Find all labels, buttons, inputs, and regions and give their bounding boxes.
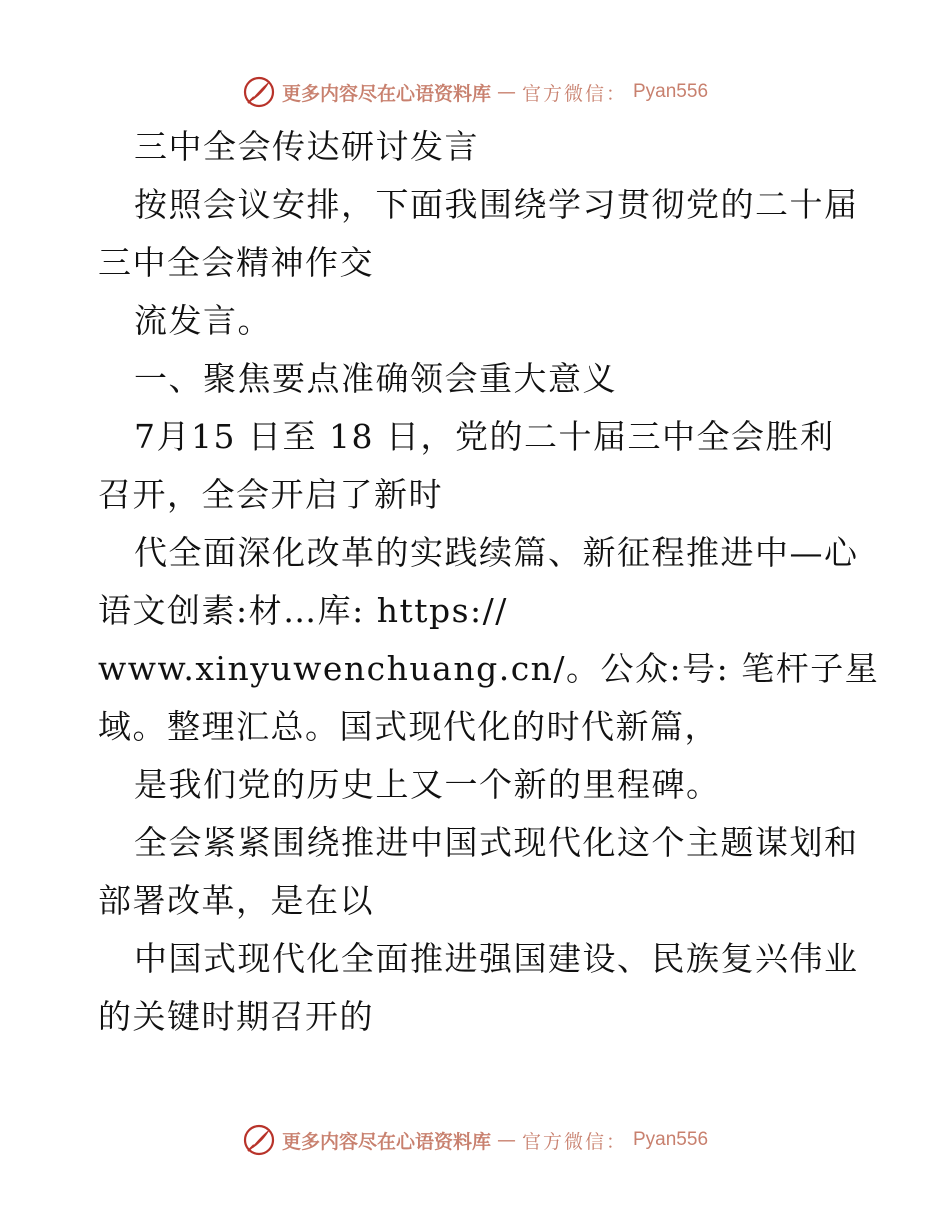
watermark-wechat-id: Pyan556 — [633, 81, 709, 102]
header-watermark — [0, 72, 950, 112]
paragraph-line: 7月15 日至 18 日，党的二十届三中全会胜利 — [134, 417, 835, 456]
paragraph-line: 代全面深化改革的实践续篇、新征程推进中—心 — [134, 533, 859, 572]
paragraph-line: 三中全会精神作交 — [98, 243, 374, 282]
paragraph-line: 召开，全会开启了新时 — [98, 475, 443, 514]
paragraph-line: 部署改革，是在以 — [98, 881, 374, 920]
paragraph-line: 按照会议安排，下面我围绕学习贯彻党的二十届 — [134, 185, 859, 224]
section-heading: 一、聚焦要点准确领会重大意义 — [134, 359, 617, 398]
watermark-official-label: 官方微信： — [521, 1130, 627, 1153]
document-title: 三中全会传达研讨发言 — [134, 127, 479, 166]
paragraph-line-url: www.xinyuwenchuang.cn/。公众:号: 笔杆子星 — [98, 649, 880, 688]
paragraph-line: 流发言。 — [134, 301, 272, 340]
paragraph-line: 是我们党的历史上又一个新的里程碑。 — [134, 765, 721, 804]
footer-watermark — [0, 1120, 950, 1160]
watermark-wechat-id: Pyan556 — [633, 1129, 709, 1150]
paragraph-line: 全会紧紧围绕推进中国式现代化这个主题谋划和 — [134, 823, 859, 862]
quill-logo-icon — [242, 75, 276, 109]
watermark-main-text: 更多内容尽在心语资料库 — [281, 82, 491, 105]
paragraph-line: 语文创素:材…库: https:// — [98, 591, 508, 630]
watermark-official-label: 官方微信： — [521, 82, 627, 105]
paragraph-line: 域。整理汇总。国式现代化的时代新篇， — [98, 707, 719, 746]
paragraph-line: 中国式现代化全面推进强国建设、民族复兴伟业 — [134, 939, 859, 978]
watermark-main-text: 更多内容尽在心语资料库 — [281, 1130, 491, 1153]
paragraph-line: 的关键时期召开的 — [98, 997, 374, 1036]
watermark-separator: — — [496, 81, 516, 103]
watermark-separator: — — [496, 1129, 516, 1151]
quill-logo-icon — [242, 1123, 276, 1157]
document-body — [98, 118, 880, 1046]
